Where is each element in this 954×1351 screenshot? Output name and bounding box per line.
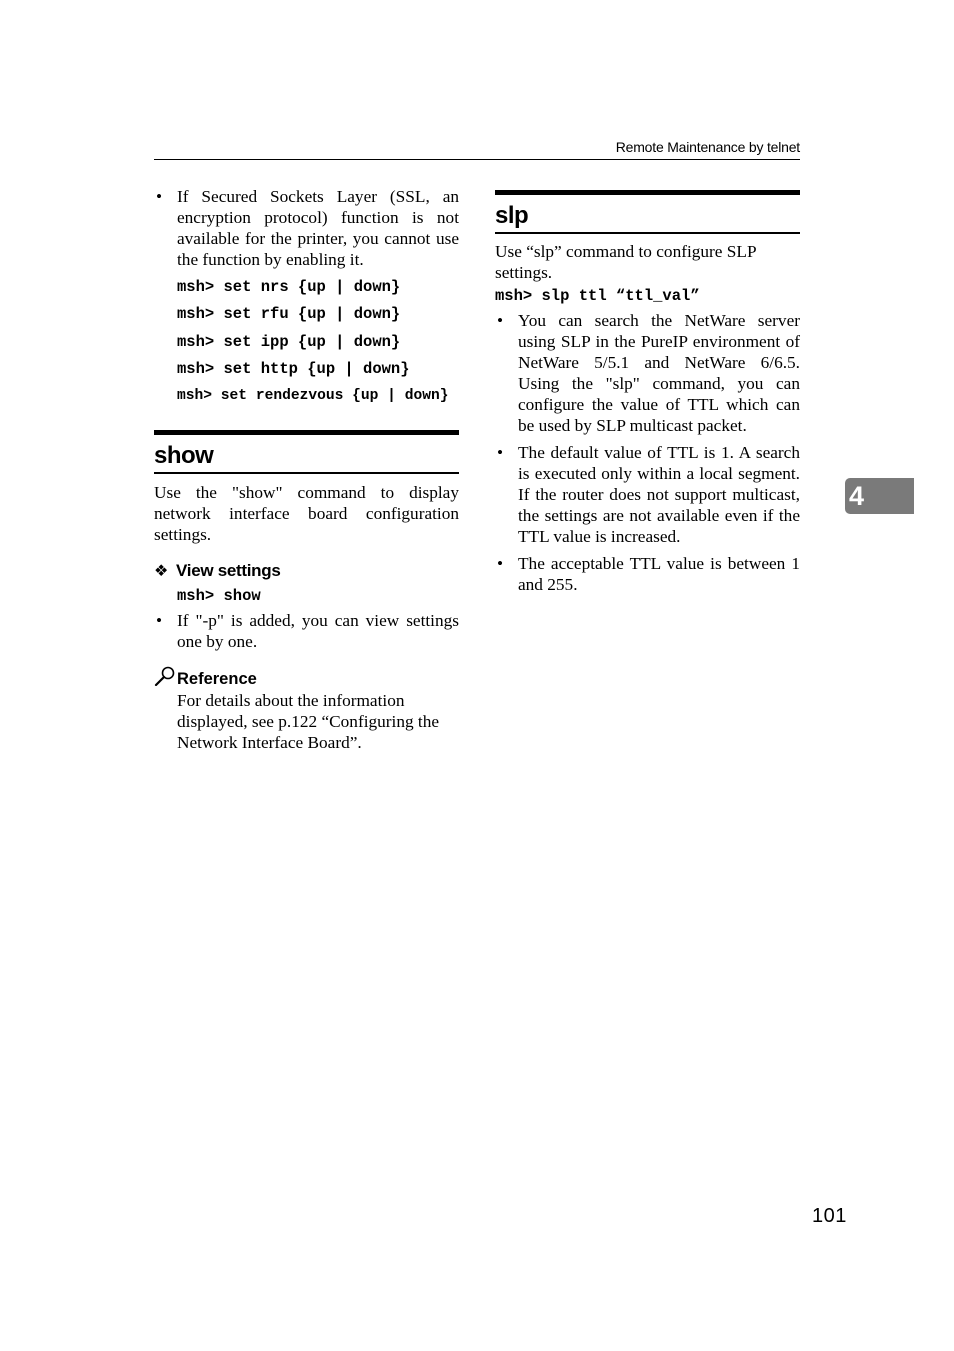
chapter-number: 4 [849,481,865,511]
heading-rule-thin [495,232,800,234]
right-column [495,186,800,595]
running-title: Remote Maintenance by telnet [615,139,800,155]
show-section-heading [154,430,459,474]
show-command-block [177,583,459,610]
slp-section-heading [495,190,800,234]
show-title: show [154,442,214,470]
reference-text: For details about the information displayed, see p.122 “Configuring the Network Interface Board”. [177,691,440,753]
list-item: • The default value of TTL is 1. A search is executed only within a local segment. If the router does not support multicast, the settings are not available even if the TTL value is increased. [497,442,800,546]
chapter-tab [845,478,914,514]
command-line: msh> set ipp {up | down} [177,332,401,351]
show-note-text: If "-p" is added, you can view settings one by one. [177,611,459,652]
slp-note-text: The acceptable TTL value is between 1 and 255. [518,553,800,594]
command-line: msh> show [177,586,261,605]
reference-heading [154,666,459,690]
slp-notes-list [495,310,800,595]
command-line: msh> set nrs {up | down} [177,278,401,296]
set-commands [177,274,459,410]
list-item: • If Secured Sockets Layer (SSL, an encryption protocol) function is not available for the printer, you cannot use the function by enabling it. [156,187,459,269]
ssl-note-list [154,186,459,270]
list-item: • You can search the NetWare server using SLP in the PureIP environment of NetWare 5/5.1 and NetWare 6/6.5. Using the "slp" command, you can configure the value of TTL which can be used by SLP multicast packet. [497,310,800,435]
command-line: msh> set rendezvous {up | down} [177,388,449,405]
command-line: msh> set rfu {up | down} [177,305,401,324]
subhead-label: View settings [176,560,281,580]
left-column [154,186,459,753]
slp-note-text: The default value of TTL is 1. A search is executed only within a local segment. If the router does not support multicast, the settings are not available even if the TTL value is increased. [518,442,800,546]
slp-title: slp [495,202,529,229]
command-line: msh> slp ttl “ttl_val” [495,286,700,305]
reference-label: Reference [177,670,257,689]
slp-note-text: You can search the NetWare server using SLP in the PureIP environment of NetWare 5/5.1 and NetWare 6/6.5. Using the "slp" command, you can configure the value of TTL which can be used by SLP multicast packet. [518,310,800,435]
heading-rule-thin [154,472,459,474]
list-item: • If "-p" is added, you can view settings one by one. [156,611,459,652]
show-notes-list [154,610,459,652]
view-settings-subhead [154,560,459,583]
command-line: msh> set http {up | down} [177,359,410,378]
list-item: • The acceptable TTL value is between 1 and 255. [497,553,800,594]
magnifier-icon [154,666,176,686]
running-header [154,138,800,160]
reference-block [154,666,459,753]
show-description: Use the "show" command to display network interface board configuration settings. [154,482,459,544]
slp-description: Use “slp” command to configure SLP settings. [495,241,756,282]
page-number: 101 [812,1205,847,1227]
ssl-note-text: If Secured Sockets Layer (SSL, an encryption protocol) function is not available for the printer, you cannot use the function by enabling it. [177,187,459,269]
diamond-bullet-icon: ❖ [154,562,169,580]
